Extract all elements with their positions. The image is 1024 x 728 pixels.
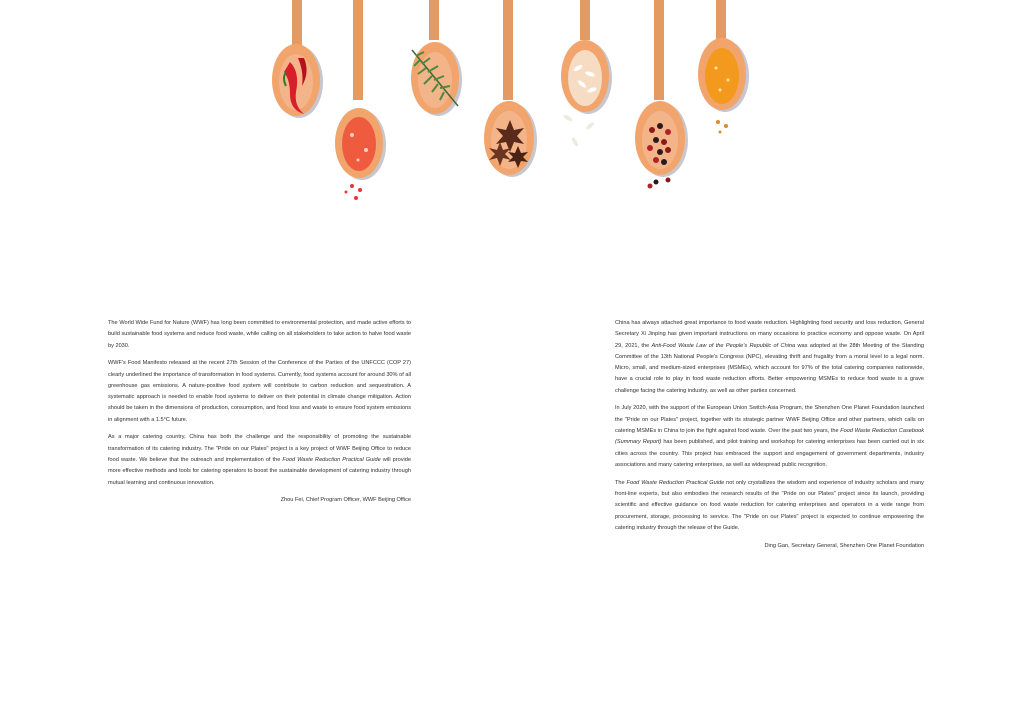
spoon-chili — [272, 0, 323, 118]
left-signature: Zhou Fei, Chief Program Officer, WWF Beijing Office — [280, 497, 411, 504]
spoon-rice — [561, 0, 612, 147]
left-paragraph-2: WWF's Food Manifesto released at the recent 27th Session of the Conference of the Parties of the UNFCCC (COP 27) clearly underlined the importance of transformation in food systems. Currently, food systems account for around 30% of all greenhouse gas emissions. A nature-positive food system will contribute to carbon reduction and sequestration. A systematic approach is needed to enable food systems to deliver on their potential in climate change mitigation. Action should be taken in the dimensions of production, consumption, and food loss and waste to ensure food system emissions in alignment with a 1.5°C future. — [108, 360, 411, 423]
right-signature: Ding Gan, Secretary General, Shenzhen One Planet Foundation — [764, 542, 924, 549]
right-paragraph-3: The Food Waste Reduction Practical Guide not only crystallizes the wisdom and experience of industry scholars and many front-line experts, but also embodies the research results of the "Pride on our Plates" project since its launch, providing scientific and effective guidance on food waste reduction for catering enterprises and operators in a wide range from procurement, storage, processing to service. The "Pride on our Plates" project is expected to continue empowering the catering industry through the release of the Guide. — [615, 479, 924, 531]
left-text-column — [108, 318, 411, 513]
spoons-with-spices-illustration — [0, 0, 1024, 230]
right-text-column — [615, 318, 924, 558]
spoon-red-powder — [335, 0, 386, 200]
right-paragraph-1: China has always attached great importance to food waste reduction. Highlighting food security and loss reduction, General Secretary Xi Jinping has given important instructions on many occasions to practice economy and oppose waste. On April 29, 2021, the Anti-Food Waste Law of the People's Republic of China was adopted at the 28th Meeting of the Standing Committee of the 13th National People's Congress (NPC), elevating thrift and frugality from a moral level to a legal norm. Micro, small, and medium-sized enterprises (MSMEs), which account for 97% of the total catering companies nationwide, have a crucial role to play in food waste reduction efforts. Better empowering MSMEs to reduce food waste is a grave challenge facing the catering industry, as well as other parties concerned. — [615, 320, 924, 394]
left-paragraph-1: The World Wide Fund for Nature (WWF) has long been committed to environmental protection, and made active efforts to build sustainable food systems and reduce food waste, while calling on all stakeholders to take action to halve food waste by 2030. — [108, 320, 411, 349]
left-paragraph-3: As a major catering country, China has both the challenge and the responsibility of promoting the sustainable transformation of its catering industry. The "Pride on our Plates" project is a key project of WWF Beijing Office to reduce food waste. We believe that the outreach and implementation of the Food Waste Reduction Practical Guide will provide more effective methods and tools for catering operators to boost the sustainable development of catering industry through mutual learning and continuous innovation. — [108, 434, 411, 486]
spoon-star-anise — [484, 0, 537, 177]
spoon-turmeric — [698, 0, 749, 134]
right-paragraph-2: In July 2020, with the support of the European Union Switch-Asia Program, the Shenzhen One Planet Foundation launched the "Pride on our Plates" project, together with its strategic partner WWF Beijing Office and other partners, which calls on catering MSMEs in China to join the fight against food waste. Over the past two years, the Food Waste Reduction Casebook (Summary Report) has been published, and pilot training and workshop for catering enterprises has been carried out in six cities across the country. This project has embraced the support and engagement of government departments, industry associations and many catering enterprises, as well as widespread public recognition. — [615, 405, 924, 468]
spoon-rosemary — [411, 0, 462, 116]
spoon-peppercorns — [635, 0, 688, 189]
